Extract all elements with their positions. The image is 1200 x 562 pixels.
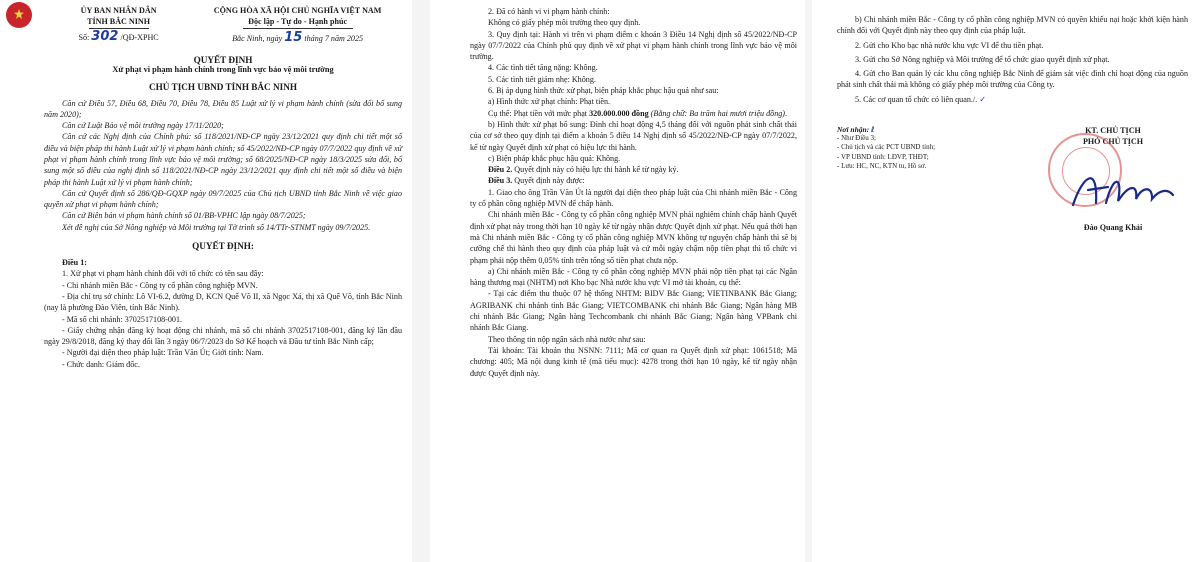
article-1-item-7: - Chức danh: Giám đốc.: [62, 359, 140, 369]
document-header: [44, 6, 402, 45]
org-line-2: TỈNH BẮC NINH: [87, 16, 151, 26]
signer-title-1: KT. CHỦ TỊCH: [1085, 126, 1141, 136]
article-1-item-4: - Mã số chi nhánh: 3702517108-001.: [62, 314, 183, 324]
document-number: [44, 29, 193, 44]
document-subtitle: Xử phạt vi phạm hành chính trong lĩnh vực bảo vệ môi trường: [112, 64, 334, 74]
org-line-1: ỦY BAN NHÂN DÂN: [80, 6, 157, 15]
send-department: 3. Gửi cho Sở Nông nghiệp và Môi trường để tổ chức giao quyết định xử phạt.: [855, 54, 1110, 64]
send-treasury: 2. Gửi cho Kho bạc nhà nước khu vực VI để thu tiền phạt.: [855, 40, 1044, 50]
authority-heading: CHỦ TỊCH UBND TỈNH BẮC NINH: [149, 81, 297, 92]
article-1-item-5: - Giấy chứng nhận đăng ký hoạt động chi nhánh, mã số chi nhánh 3702517108-001, đăng ký lần đầu ngày 29/8/2018, đăng ký thay đổi lần 3 ngày 06/7/2023 do Sở Kế hoạch và Đầu tư tỉnh Bắc Ninh cấp;: [44, 325, 402, 347]
legal-basis-4: Căn cứ Quyết định số 286/QĐ-GQXP ngày 09/7/2025 của Chủ tịch UBND tỉnh Bắc Ninh về việc giao quyền xử phạt vi phạm hành chính;: [44, 188, 402, 210]
legal-basis-5: Căn cứ Biên bản vi phạm hành chính số 01/BB-VPHC lập ngày 08/7/2025;: [62, 211, 306, 221]
motto-underline: [243, 28, 353, 29]
send-industrial-board: 4. Gửi cho Ban quản lý các khu công nghiệp Bắc Ninh để giám sát việc đình chỉ hoạt động của nguồn phát sinh chất thải mà không có giấy phép môi trường của Công ty.: [837, 69, 1188, 90]
handwritten-day: 15: [284, 30, 303, 45]
number-label: Số:: [78, 33, 90, 42]
number-suffix: /QĐ-XPHC: [120, 33, 159, 42]
mitigating-factors: 5. Các tình tiết giảm nhẹ: Không.: [488, 74, 596, 84]
page-gutter-left: [412, 0, 430, 562]
document-date: [193, 30, 402, 45]
compliance-paragraph: Chi nhánh miền Bắc - Công ty cổ phần công nghiệp MVN phải nghiêm chỉnh chấp hành Quyết định xử phạt này trong thời hạn 10 ngày kể từ ngày nhận được Quyết định xử phạt. Nếu quá thời hạn mà Chi nhánh miền Bắc - Công ty cổ phần công nghiệp MVN không tự nguyện chấp hành thì sẽ bị cưỡng chế thi hành theo quy định của pháp luật và cứ mỗi ngày chậm nộp tiền phạt thì tổ chức vi phạm phải nộp thêm 0,05% tính trên tổng số tiền phạt chưa nộp.: [470, 210, 797, 265]
related-agencies-text: 5. Các cơ quan tổ chức có liên quan./.: [855, 94, 978, 104]
document-page-2: [430, 0, 805, 562]
recipients-label-text: Nơi nhận:: [837, 125, 870, 135]
handwritten-tick-icon: ✓: [979, 93, 986, 104]
legal-basis-6: Xét đề nghị của Sở Nông nghiệp và Môi trường tại Tờ trình số 14/TTr-STNMT ngày 09/7/2025.: [62, 222, 371, 232]
budget-info-heading: Theo thông tin nộp ngân sách nhà nước như sau:: [488, 334, 646, 344]
date-suffix: tháng 7 năm 2025: [304, 34, 364, 43]
nation-name: CỘNG HÒA XÃ HỘI CHỦ NGHĨA VIỆT NAM: [213, 6, 382, 15]
recipient-1: - Như Điều 3;: [837, 134, 876, 143]
violation-item: 2. Đã có hành vi vi phạm hành chính:: [488, 7, 610, 16]
article-3-item-1: 1. Giao cho ông Trần Văn Út là người đại diện theo pháp luật của Chi nhánh miền Bắc - Công ty cổ phần công nghiệp MVN để chấp hành.: [470, 187, 797, 209]
document-page-3: [812, 0, 1200, 562]
remedial-measures: c) Biện pháp khắc phục hậu quả: Không.: [488, 153, 621, 163]
handwritten-signature: [1068, 165, 1188, 215]
article-1-item-3: - Địa chỉ trụ sở chính: Lô VI-6.2, đường D, KCN Quế Võ II, xã Ngọc Xá, thị xã Quế Võ, tỉnh Bắc Ninh (nay là phường Đào Viên, tỉnh Bắc Ninh).: [44, 291, 402, 313]
main-sanction: a) Hình thức xử phạt chính: Phạt tiền.: [488, 97, 611, 107]
fine-end: .: [785, 108, 788, 118]
fine-prefix: Cụ thể: Phạt tiền với mức phạt: [488, 108, 590, 118]
article-1-item-1: 1. Xử phạt vi phạm hành chính đối với tổ chức có tên sau đây:: [62, 269, 264, 279]
national-emblem-icon: [6, 2, 32, 28]
fine-in-words: (Bằng chữ: Ba trăm hai mươi triệu đồng): [648, 108, 785, 118]
decision-heading: QUYẾT ĐỊNH:: [192, 241, 254, 252]
violation-detail: Không có giấy phép môi trường theo quy định.: [488, 18, 641, 28]
signer-block: [1038, 125, 1188, 233]
recipients-label: [837, 125, 1012, 134]
additional-sanction: b) Hình thức xử phạt bổ sung: Đình chỉ hoạt động 4,5 tháng đối với nguồn phát sinh chất thải của cơ sở theo quy định tại điểm a khoản 5 điều 14 Nghị định số 45/2022/NĐ-CP ngày 07/7/2022, kể từ ngày Quyết định xử phạt có hiệu lực thi hành.: [470, 119, 797, 152]
sanctions-heading: 6. Bị áp dụng hình thức xử phạt, biện pháp khắc phục hậu quả như sau:: [488, 86, 719, 96]
issuing-authority: [44, 6, 193, 45]
motto: Độc lập - Tự do - Hạnh phúc: [248, 16, 348, 26]
article-2-text: Quyết định này có hiệu lực thi hành kể từ ngày ký.: [512, 165, 679, 175]
recipient-2: - Chủ tịch và các PCT UBND tỉnh;: [837, 143, 936, 152]
document-page-1: [0, 0, 412, 562]
article-1-title: Điều 1:: [62, 258, 87, 268]
bank-list: - Tại các điểm thu thuộc 07 hệ thống NHTM: BIDV Bắc Giang; VIETINBANK Bắc Giang; AGRIBANK chi nhánh tỉnh Bắc Giang; VIETCOMBANK chi nhánh Bắc Giang; Ngân hàng MB chi nhánh Bắc Giang; Ngân hàng Techcombank chi nhánh Bắc Giang; Ngân hàng VPBank chi nhánh Bắc Giang.: [470, 289, 797, 333]
payment-instruction: a) Chi nhánh miền Bắc - Công ty cổ phần công nghiệp MVN phải nộp tiền phạt tại các Ngân hàng thương mại (NHTM) nơi Kho bạc Nhà nước khu vực VI mở tài khoản, cụ thể:: [470, 266, 797, 288]
legal-provision: 3. Quy định tại: Hành vi trên vi phạm điểm c khoản 3 Điều 14 Nghị định số 45/2022/NĐ-CP ngày 07/7/2022 của Chính phủ quy định về xử phạt vi phạm hành chính trong lĩnh vực bảo vệ môi trường.: [470, 29, 797, 62]
document-title: QUYẾT ĐỊNH: [193, 54, 253, 65]
appeal-right: b) Chi nhánh miền Bắc - Công ty cổ phần công nghiệp MVN có quyền khiếu nại hoặc khởi kiện hành chính đối với Quyết định này theo quy định của pháp luật.: [837, 15, 1188, 36]
send-related-agencies: [837, 94, 1188, 105]
signer-name: Đào Quang Khải: [1083, 222, 1143, 232]
recipient-3: - VP UBND tỉnh: LĐVP, THĐT;: [837, 152, 929, 161]
signer-title-2: PHÓ CHỦ TỊCH: [1082, 137, 1144, 147]
signature-block: [837, 125, 1188, 233]
handwritten-number: 302: [91, 29, 119, 44]
date-prefix: Bắc Ninh, ngày: [232, 34, 283, 43]
fine-amount-line: [470, 108, 797, 119]
article-2: [470, 164, 797, 175]
aggravating-factors: 4. Các tình tiết tăng nặng: Không.: [488, 63, 598, 73]
article-1-item-2: - Chi nhánh miền Bắc - Công ty cổ phần công nghiệp MVN.: [62, 280, 258, 290]
page-gutter-right: [805, 0, 812, 562]
legal-basis-2: Căn cứ Luật Bảo vệ môi trường ngày 17/11/2020;: [62, 121, 224, 131]
article-3: [470, 175, 797, 186]
fine-amount: 320.000.000 đồng: [589, 108, 649, 118]
legal-basis-1: Căn cứ Điều 57, Điều 68, Điều 70, Điều 78, Điều 85 Luật xử lý vi phạm hành chính (sửa đổi bổ sung năm 2020);: [44, 98, 402, 119]
article-1-item-6: - Người đại diện theo pháp luật: Trần Văn Út; Giới tính: Nam.: [62, 348, 264, 358]
recipients-block: [837, 125, 1012, 233]
handwritten-mark-icon: ℓ: [871, 125, 875, 135]
article-3-title: Điều 3.: [488, 176, 513, 186]
article-3-text: Quyết định này được:: [512, 176, 585, 186]
account-details: Tài khoản: Tài khoản thu NSNN: 7111; Mã cơ quan ra Quyết định xử phạt: 1061518; Mã chương: 405; Mã nội dung kinh tế (mã tiểu mục): 4278 trong thời hạn 10 ngày, kể từ ngày nhận được Quyết định này.: [470, 345, 797, 378]
national-heading: [193, 6, 402, 45]
article-2-title: Điều 2.: [488, 165, 513, 175]
recipient-4: - Lưu: HC, NC, KTN tu, Hồ sơ.: [837, 161, 927, 170]
legal-basis-3: Căn cứ các Nghị định của Chính phủ: số 118/2021/NĐ-CP ngày 23/12/2021 quy định chi tiết một số điều và biện pháp thi hành Luật xử lý vi phạm hành chính; số 45/2022/NĐ-CP ngày 07/7/2022 quy định về xử phạt vi phạm hành chính trong lĩnh vực bảo vệ môi trường; số 68/2025/NĐ-CP ngày 18/3/2025 sửa đổi, bổ sung một số điều của nghị định số 118/2021/NĐ-CP ngày 23/12/2021 quy định chi tiết một số điều và biện pháp thi hành Luật xử lý vi phạm hành chính;: [44, 132, 402, 187]
